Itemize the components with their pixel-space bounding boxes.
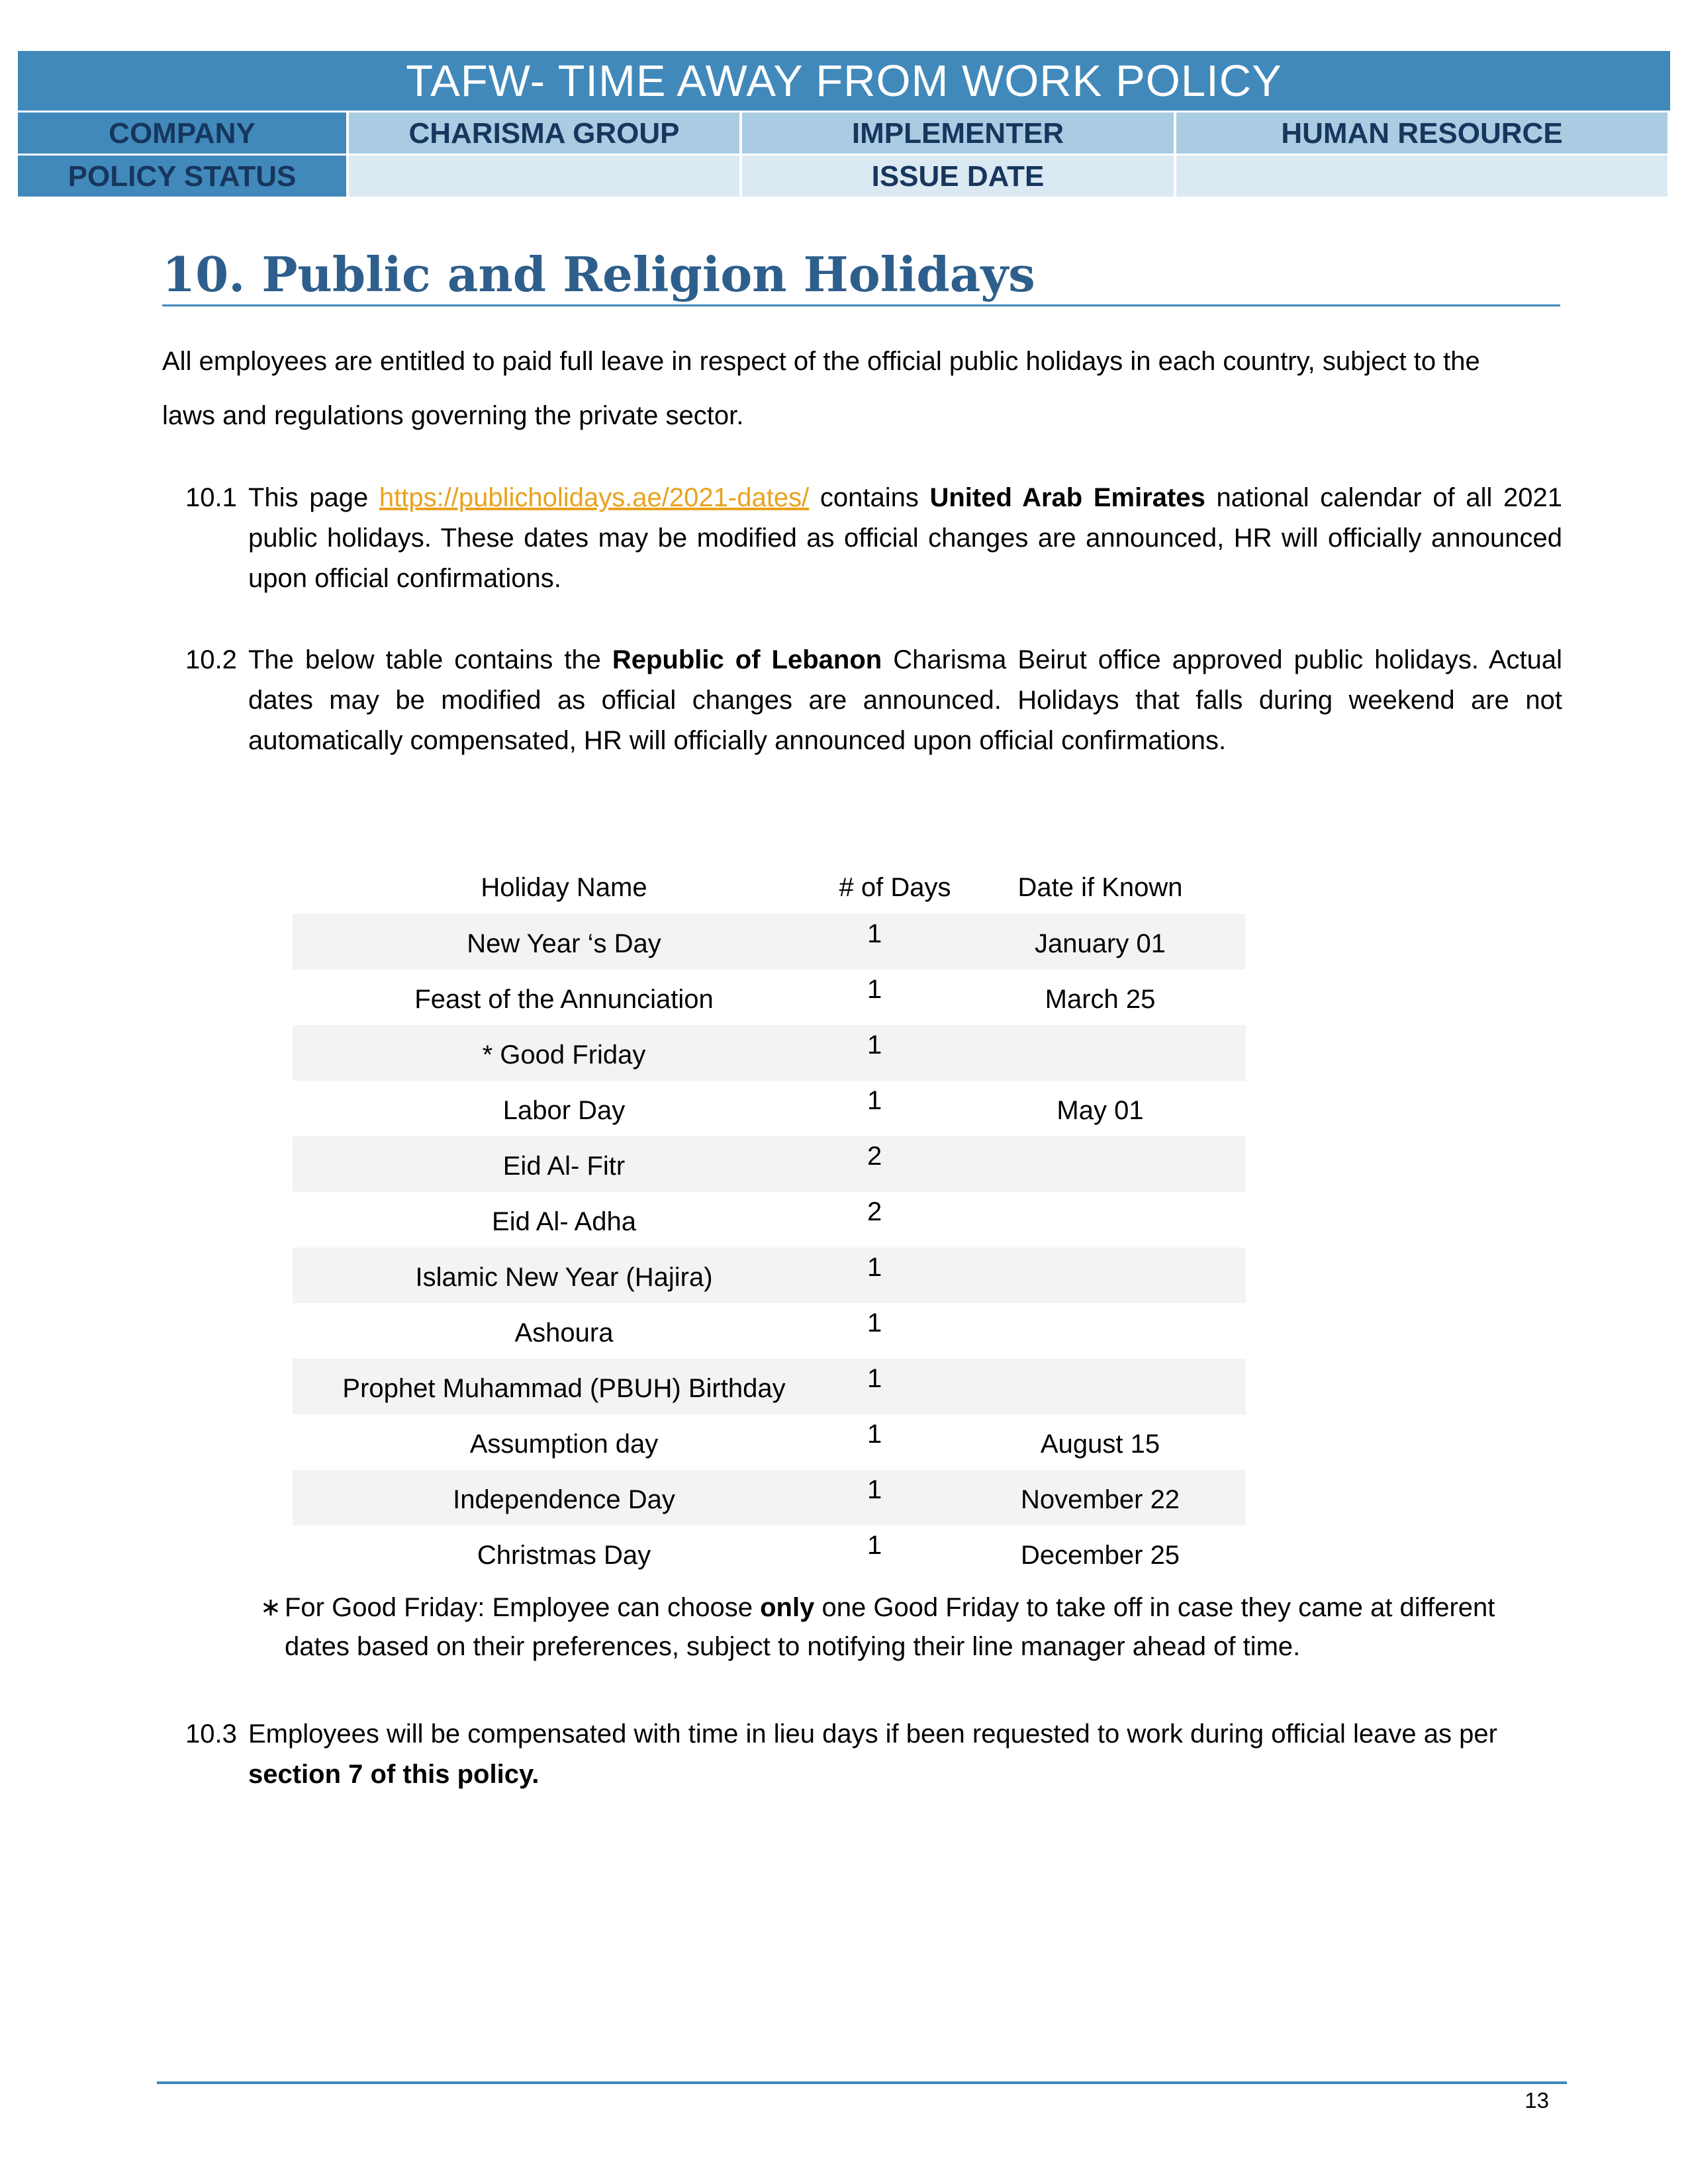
- holiday-name: Prophet Muhammad (PBUH) Birthday: [342, 1374, 786, 1403]
- holiday-date: [955, 1248, 1246, 1303]
- policy-status-label: POLICY STATUS: [18, 156, 346, 197]
- item-text-part: The below table contains the: [248, 645, 612, 674]
- holiday-date: January 01: [1035, 929, 1166, 958]
- table-row: [293, 1470, 1246, 1525]
- table-row: [293, 1359, 1246, 1414]
- holiday-name: Ashoura: [514, 1318, 614, 1347]
- item-10-1: [185, 478, 1562, 599]
- page-number: 13: [1524, 2088, 1549, 2113]
- item-text-part: Employees will be compensated with time in lieu days if been requested to work during official leave as per: [248, 1719, 1497, 1749]
- col-header-days: # of Days: [839, 873, 951, 902]
- table-row: [293, 1525, 1246, 1581]
- holiday-name: Eid Al- Adha: [492, 1207, 636, 1236]
- holiday-name: Independence Day: [453, 1485, 675, 1514]
- holiday-days: 2: [867, 1197, 882, 1226]
- holiday-date: [955, 1025, 1246, 1081]
- holiday-name: Christmas Day: [477, 1541, 651, 1570]
- good-friday-note: [260, 1588, 1561, 1666]
- holiday-date: [955, 1192, 1246, 1248]
- table-header: [293, 861, 1246, 914]
- holiday-date: November 22: [1020, 1485, 1180, 1514]
- item-10-2: [185, 640, 1562, 761]
- holiday-date: December 25: [1020, 1541, 1180, 1570]
- holiday-name: Labor Day: [502, 1096, 626, 1125]
- country-name: United Arab Emirates: [929, 483, 1205, 512]
- note-text-part: one Good Friday to take off in case they came at different dates based on their preferences, subject to notifying their line manager ahead of time.: [285, 1593, 1495, 1661]
- holiday-days: 1: [867, 1364, 882, 1393]
- holiday-days: 1: [867, 1086, 882, 1115]
- item-text-part: contains: [809, 483, 930, 512]
- heading-underline: [162, 304, 1560, 306]
- intro-line-1: All employees are entitled to paid full leave in respect of the official public holidays in each country, subject to the: [162, 347, 1480, 376]
- issue-date-label: ISSUE DATE: [742, 156, 1174, 197]
- asterisk-bullet: ∗: [260, 1594, 281, 1621]
- holiday-days: 1: [867, 1475, 882, 1504]
- item-text-part: This page: [248, 483, 379, 512]
- item-text-part: national calendar of all 2021 public holidays. These dates may be modified as official changes are announced, HR will officially announced upon official confirmations.: [248, 483, 1563, 593]
- item-text: [248, 640, 1562, 761]
- table-row: [293, 1303, 1246, 1359]
- holiday-days: 1: [867, 975, 882, 1004]
- holiday-date: [955, 1136, 1246, 1192]
- policy-status-value: [349, 156, 739, 197]
- footer-rule: [157, 2081, 1567, 2084]
- policy-title: TAFW- TIME AWAY FROM WORK POLICY: [18, 51, 1670, 111]
- table-row: [293, 1248, 1246, 1303]
- holidays-table: [293, 861, 1246, 1581]
- company-value: CHARISMA GROUP: [349, 113, 739, 154]
- holiday-days: 2: [867, 1142, 882, 1171]
- note-emphasis: only: [760, 1593, 815, 1622]
- holiday-name: Feast of the Annunciation: [414, 985, 714, 1014]
- header-row-status: [18, 156, 1670, 197]
- table-row: [293, 1414, 1246, 1470]
- note-text: [285, 1588, 1561, 1666]
- table-row: [293, 914, 1246, 970]
- company-label: COMPANY: [18, 113, 346, 154]
- holiday-date: [955, 1303, 1246, 1359]
- issue-date-value: [1176, 156, 1667, 197]
- table-row: [293, 1192, 1246, 1248]
- implementer-label: IMPLEMENTER: [742, 113, 1174, 154]
- country-name: Republic of Lebanon: [612, 645, 882, 674]
- item-number: 10.2: [185, 645, 237, 674]
- section-heading: 10. Public and Religion Holidays: [162, 246, 1035, 302]
- intro-line-2: laws and regulations governing the private sector.: [162, 401, 744, 430]
- table-row: [293, 1025, 1246, 1081]
- holiday-name: Assumption day: [469, 1430, 659, 1459]
- holiday-date: [955, 1359, 1246, 1414]
- holiday-days: 1: [867, 1030, 882, 1060]
- item-number: 10.3: [185, 1719, 237, 1749]
- item-text: [248, 478, 1562, 599]
- holiday-name: Islamic New Year (Hajira): [415, 1263, 713, 1292]
- note-text-part: For Good Friday: Employee can choose: [285, 1593, 761, 1622]
- col-header-date: Date if Known: [1017, 873, 1183, 902]
- holiday-name: New Year ‘s Day: [467, 929, 661, 958]
- item-text: [248, 1714, 1562, 1795]
- item-10-3: [185, 1714, 1562, 1795]
- holiday-date: March 25: [1045, 985, 1156, 1014]
- holiday-date: May 01: [1056, 1096, 1144, 1125]
- table-row: [293, 1081, 1246, 1136]
- header-row-company: [18, 113, 1670, 154]
- item-text-part: Charisma Beirut office approved public holidays. Actual dates may be modified as official changes are announced. Holidays that falls during weekend are not automatically compensated, HR will officially announced upon official confirmations.: [248, 645, 1563, 755]
- public-holidays-link[interactable]: https://publicholidays.ae/2021-dates/: [379, 483, 810, 512]
- holiday-name: * Good Friday: [482, 1040, 646, 1069]
- holiday-days: 1: [867, 1420, 882, 1449]
- implementer-value: HUMAN RESOURCE: [1176, 113, 1667, 154]
- holiday-days: 1: [867, 1253, 882, 1282]
- holiday-date: August 15: [1040, 1430, 1160, 1459]
- section-reference: section 7 of this policy.: [248, 1760, 539, 1789]
- holiday-name: Eid Al- Fitr: [502, 1152, 626, 1181]
- table-row: [293, 1136, 1246, 1192]
- holiday-days: 1: [867, 1308, 882, 1338]
- table-row: [293, 970, 1246, 1025]
- holiday-days: 1: [867, 919, 882, 948]
- item-number: 10.1: [185, 483, 237, 512]
- holiday-days: 1: [867, 1531, 882, 1560]
- col-header-holiday-name: Holiday Name: [481, 873, 647, 902]
- policy-header: [18, 51, 1670, 197]
